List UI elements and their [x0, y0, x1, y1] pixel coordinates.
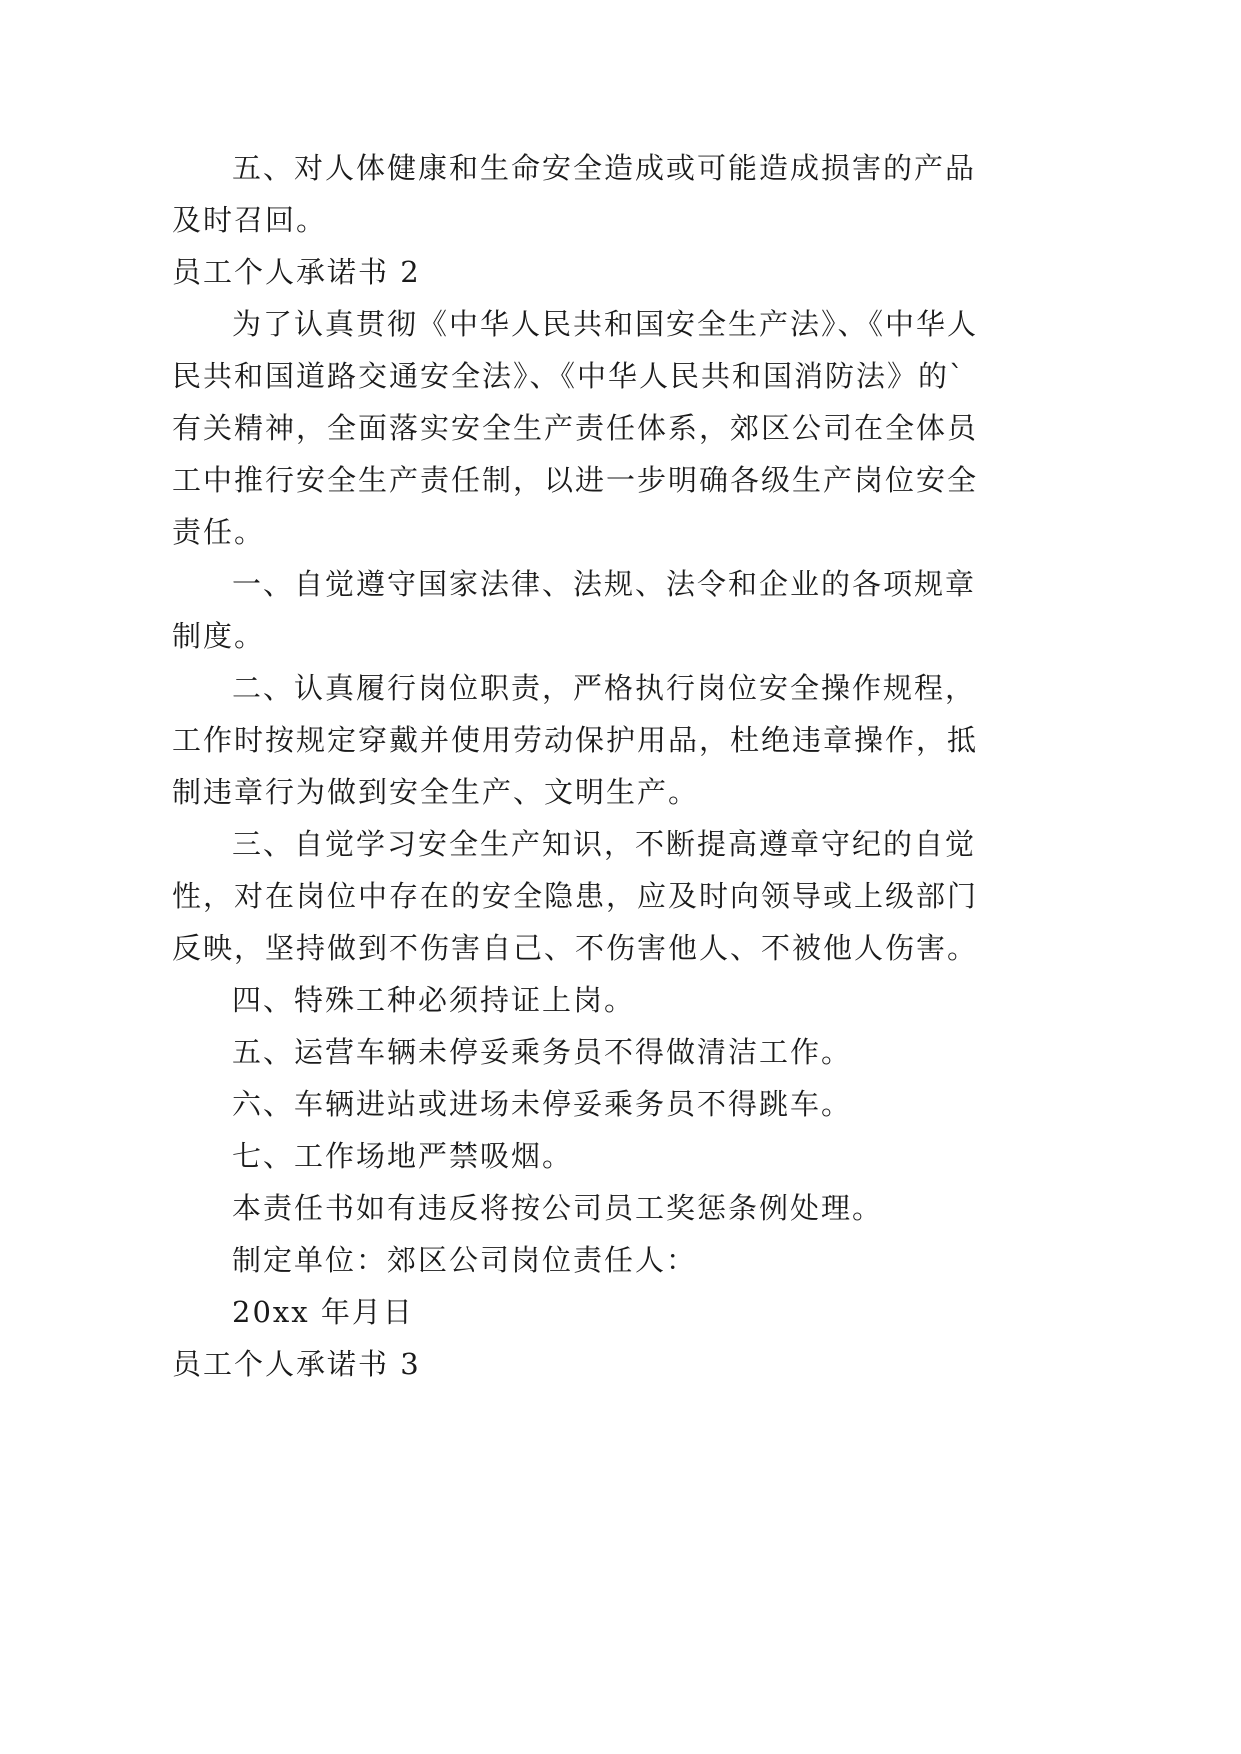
paragraph-line: 工作时按规定穿戴并使用劳动保护用品，杜绝违章操作，抵: [172, 723, 979, 757]
paragraph-line: 七、工作场地严禁吸烟。: [232, 1139, 574, 1173]
section-heading: 员工个人承诺书 2: [172, 255, 421, 289]
paragraph-line: 反映，坚持做到不伤害自己、不伤害他人、不被他人伤害。: [172, 931, 979, 965]
paragraph-line: 工中推行安全生产责任制，以进一步明确各级生产岗位安全: [172, 463, 979, 497]
paragraph-line: 二、认真履行岗位职责，严格执行岗位安全操作规程，: [232, 671, 977, 705]
paragraph-line: 民共和国道路交通安全法》、《中华人民共和国消防法》的`: [172, 359, 966, 393]
paragraph-line: 制定单位：郊区公司岗位责任人：: [232, 1243, 698, 1277]
paragraph-line: 制违章行为做到安全生产、文明生产。: [172, 775, 700, 809]
paragraph-line: 有关精神，全面落实安全生产责任体系，郊区公司在全体员: [172, 411, 979, 445]
paragraph-line: 制度。: [172, 619, 266, 653]
date-line: 20xx 年月日: [232, 1295, 414, 1329]
paragraph-line: 五、运营车辆未停妥乘务员不得做清洁工作。: [232, 1035, 853, 1069]
paragraph-line: 四、特殊工种必须持证上岗。: [232, 983, 636, 1017]
paragraph-line: 一、自觉遵守国家法律、法规、法令和企业的各项规章: [232, 567, 977, 601]
paragraph-line: 五、对人体健康和生命安全造成或可能造成损害的产品: [232, 151, 977, 185]
paragraph-line: 三、自觉学习安全生产知识，不断提高遵章守纪的自觉: [232, 827, 977, 861]
paragraph-line: 本责任书如有违反将按公司员工奖惩条例处理。: [232, 1191, 884, 1225]
paragraph-line: 性，对在岗位中存在的安全隐患，应及时向领导或上级部门: [172, 879, 979, 913]
paragraph-line: 及时召回。: [172, 203, 328, 237]
paragraph-line: 六、车辆进站或进场未停妥乘务员不得跳车。: [232, 1087, 853, 1121]
paragraph-line: 责任。: [172, 515, 266, 549]
paragraph-line: 为了认真贯彻《中华人民共和国安全生产法》、《中华人: [232, 307, 979, 341]
section-heading: 员工个人承诺书 3: [172, 1347, 421, 1381]
